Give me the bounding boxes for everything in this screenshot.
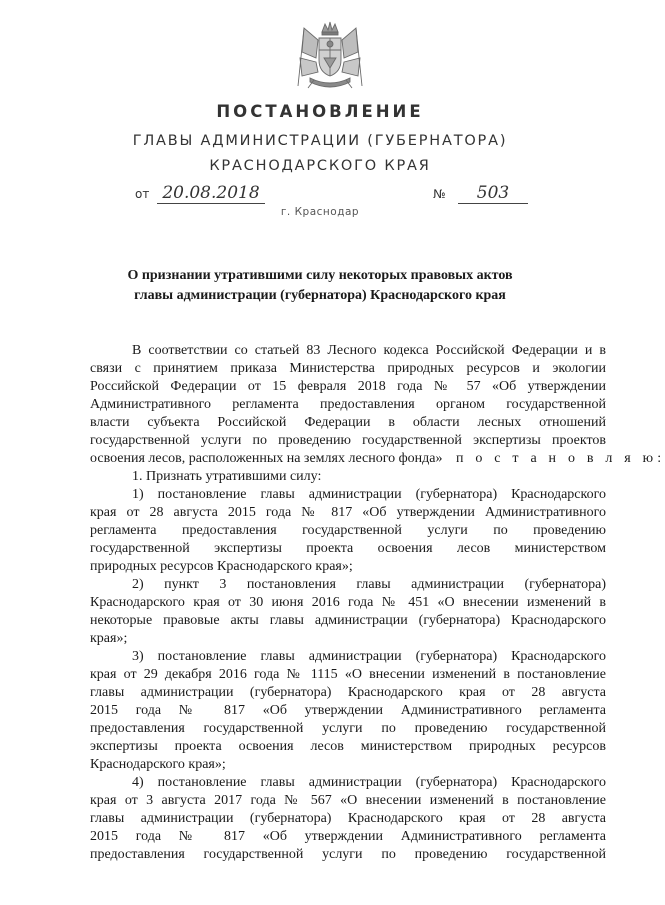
body-line: края от 29 декабря 2016 года № 1115 «О внесении изменений в постановление: [90, 667, 606, 682]
body-line: 1. Признать утратившими силу:: [132, 469, 322, 484]
subject-line: главы администрации (губернатора) Краснодарского края: [134, 288, 506, 303]
body-line: природных ресурсов Краснодарского края»;: [90, 559, 353, 574]
body-line: края»;: [90, 631, 128, 646]
body-line: государственной услуги по проведению государственной экспертизы проектов: [90, 433, 606, 448]
issuer-line-1: ГЛАВЫ АДМИНИСТРАЦИИ (ГУБЕРНАТОРА): [132, 133, 508, 149]
document-date: 20.08.2018: [157, 183, 265, 204]
body-line: края от 3 августа 2017 года № 567 «О внесении изменений в постановление: [90, 793, 606, 808]
body-line-text: освоения лесов, расположенных на землях лесного фонда»: [90, 451, 443, 466]
body-line: некоторые правовые акты главы администрации (губернатора) Краснодарского: [90, 613, 606, 628]
body-line: Российской Федерации от 15 февраля 2018 года № 57 «Об утверждении: [90, 379, 606, 394]
body-line: предоставления государственной услуги по проведению государственной: [90, 847, 606, 862]
body-line: связи с принятием приказа Министерства природных ресурсов и экологии: [90, 361, 606, 376]
body-line: края от 28 августа 2015 года № 817 «Об утверждении Административного: [90, 505, 606, 520]
body-line: 4) постановление главы администрации (губернатора) Краснодарского: [132, 775, 606, 790]
issuer-line-2: КРАСНОДАРСКОГО КРАЯ: [209, 158, 431, 174]
body-line: Краснодарского края от 30 июня 2016 года № 451 «О внесении изменений в: [90, 595, 606, 610]
decree-word: п о с т а н о в л я ю:: [456, 451, 665, 466]
date-prefix: от: [135, 187, 150, 201]
body-line: Административного регламента предоставления органом государственной: [90, 397, 606, 412]
body-line: Краснодарского края»;: [90, 757, 226, 772]
body-line: [90, 450, 665, 468]
body-line: 2015 года № 817 «Об утверждении Административного регламента: [90, 703, 606, 718]
number-prefix: №: [433, 187, 446, 201]
document-title: ПОСТАНОВЛЕНИЕ: [216, 102, 424, 121]
subject-line: О признании утратившими силу некоторых правовых актов: [127, 268, 513, 283]
coat-of-arms-emblem: [292, 18, 368, 94]
document-number: 503: [458, 183, 528, 204]
body-line: главы администрации (губернатора) Краснодарского края от 28 августа: [90, 811, 606, 826]
body-line: 3) постановление главы администрации (губернатора) Краснодарского: [132, 649, 606, 664]
date-number-row: [0, 184, 640, 206]
body-line: 2) пункт 3 постановления главы администрации (губернатора): [132, 577, 606, 592]
body-line: регламента предоставления государственной услуги по проведению: [90, 523, 606, 538]
body-line: экспертизы проекта освоения лесов министерством природных ресурсов: [90, 739, 606, 754]
body-line: предоставления государственной услуги по проведению государственной: [90, 721, 606, 736]
body-line: государственной экспертизы проекта освоения лесов министерством: [90, 541, 606, 556]
body-line: власти субъекта Российской Федерации в области лесных отношений: [90, 415, 606, 430]
document-subject: [100, 266, 540, 306]
body-line: 1) постановление главы администрации (губернатора) Краснодарского: [132, 487, 606, 502]
body-line: 2015 года № 817 «Об утверждении Административного регламента: [90, 829, 606, 844]
body-line: В соответствии со статьей 83 Лесного кодекса Российской Федерации и в: [132, 343, 606, 358]
document-city: г. Краснодар: [280, 206, 360, 218]
body-line: главы администрации (губернатора) Краснодарского края от 28 августа: [90, 685, 606, 700]
